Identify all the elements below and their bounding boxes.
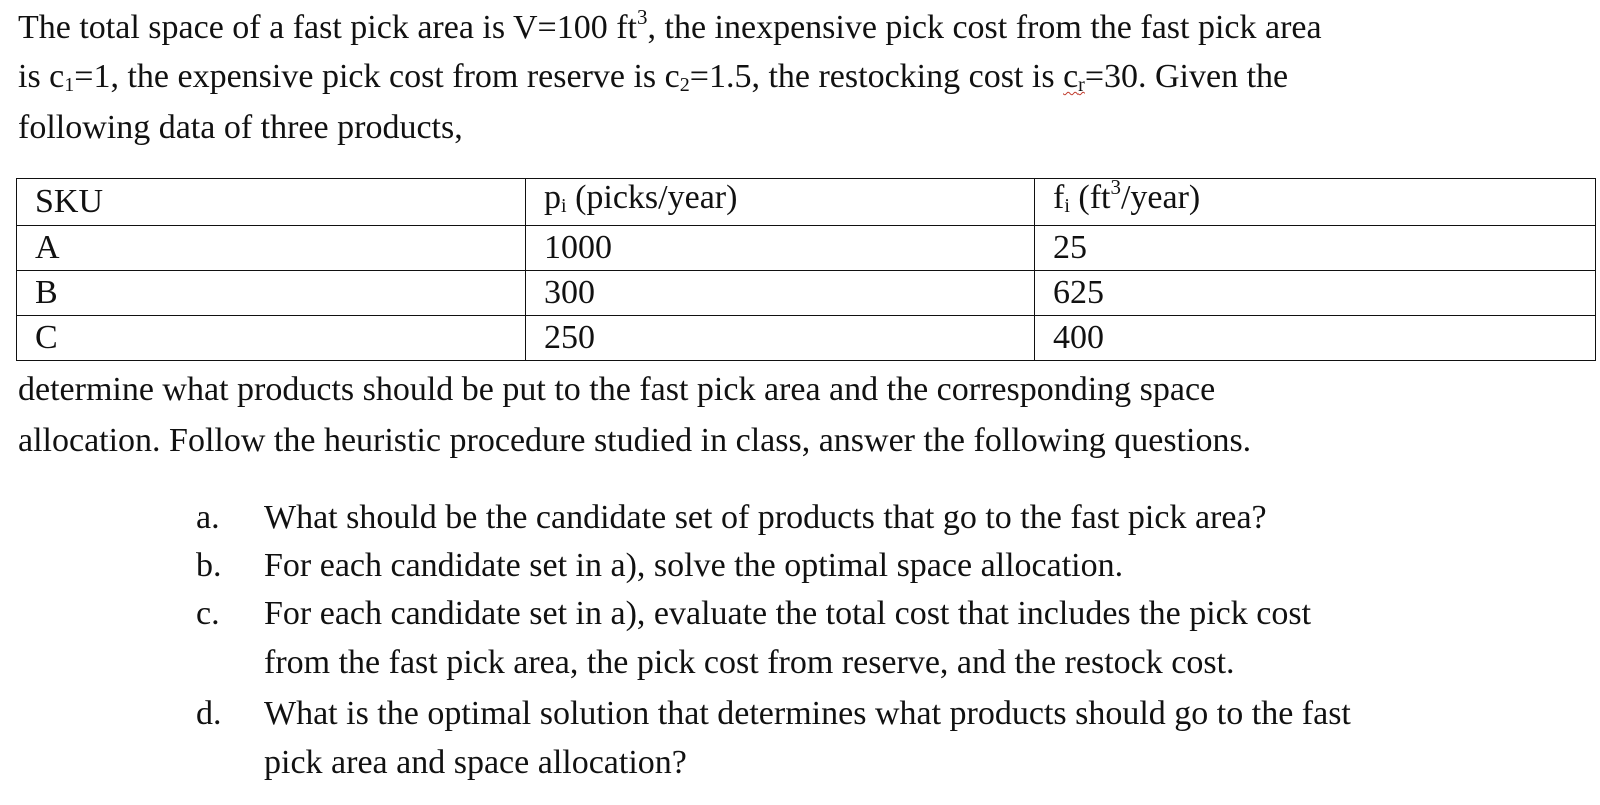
table-row — [17, 226, 1596, 271]
header-label: p — [544, 179, 561, 216]
intro-text: is c — [18, 58, 65, 95]
table-header-row — [17, 179, 1596, 226]
question-text: For each candidate set in a), solve the optimal space allocation. — [264, 547, 1124, 584]
cell-picks: 300 — [526, 271, 1035, 316]
cell-flow: 25 — [1035, 226, 1596, 271]
intro-text: =30. Given the — [1084, 58, 1289, 95]
product-data-table — [16, 175, 1596, 361]
question-c-continuation — [264, 639, 1235, 687]
header-label: f — [1053, 179, 1065, 216]
superscript: 3 — [637, 5, 648, 29]
cell-sku: A — [17, 226, 526, 271]
subscript: i — [1064, 195, 1070, 217]
superscript: 3 — [1110, 175, 1121, 199]
question-d — [196, 690, 1351, 738]
header-label: (ft — [1069, 179, 1111, 216]
header-flow — [1035, 175, 1596, 226]
body-text: allocation. Follow the heuristic procedure studied in class, answer the following questions. — [18, 422, 1252, 459]
subscript: r — [1078, 74, 1085, 96]
cr-base: c — [1063, 58, 1079, 95]
question-marker: b. — [196, 547, 222, 584]
table-row — [17, 271, 1596, 316]
intro-text: =1, the expensive pick cost from reserve is c — [74, 58, 680, 95]
cell-picks: 250 — [526, 316, 1035, 361]
cell-sku: B — [17, 271, 526, 316]
question-text: from the fast pick area, the pick cost from reserve, and the restock cost. — [264, 644, 1235, 681]
subscript: i — [561, 195, 567, 217]
cell-flow: 400 — [1035, 316, 1596, 361]
header-sku — [17, 179, 526, 226]
cell-flow: 625 — [1035, 271, 1596, 316]
question-b — [196, 542, 1123, 590]
question-c — [196, 590, 1311, 638]
subscript: 2 — [679, 74, 690, 96]
intro-line-1 — [18, 5, 1322, 48]
question-marker: c. — [196, 595, 220, 632]
cell-sku: C — [17, 316, 526, 361]
question-a — [196, 494, 1267, 542]
header-label: SKU — [35, 183, 104, 220]
question-d-continuation — [264, 739, 687, 787]
body-line-1 — [18, 370, 1215, 410]
subscript: 1 — [64, 74, 75, 96]
intro-text: The total space of a fast pick area is V=100 ft — [18, 9, 637, 46]
question-text: What should be the candidate set of products that go to the fast pick area? — [264, 499, 1267, 536]
question-marker: d. — [196, 695, 222, 732]
spellcheck-underline — [1063, 58, 1085, 95]
intro-text: , the inexpensive pick cost from the fast pick area — [647, 9, 1322, 46]
cell-picks: 1000 — [526, 226, 1035, 271]
intro-line-3 — [18, 108, 463, 148]
intro-line-2 — [18, 57, 1288, 105]
body-line-2 — [18, 421, 1251, 461]
header-label: /year) — [1120, 179, 1201, 216]
header-picks — [526, 179, 1035, 226]
header-label: (picks/year) — [566, 179, 738, 216]
intro-text: =1.5, the restocking cost is — [689, 58, 1064, 95]
table-row — [17, 316, 1596, 361]
question-text: For each candidate set in a), evaluate the total cost that includes the pick cost — [264, 595, 1312, 632]
body-text: determine what products should be put to the fast pick area and the corresponding space — [18, 371, 1216, 408]
question-text: What is the optimal solution that determines what products should go to the fast — [264, 695, 1351, 732]
question-text: pick area and space allocation? — [264, 744, 687, 781]
intro-text: following data of three products, — [18, 109, 463, 146]
question-marker: a. — [196, 499, 220, 536]
